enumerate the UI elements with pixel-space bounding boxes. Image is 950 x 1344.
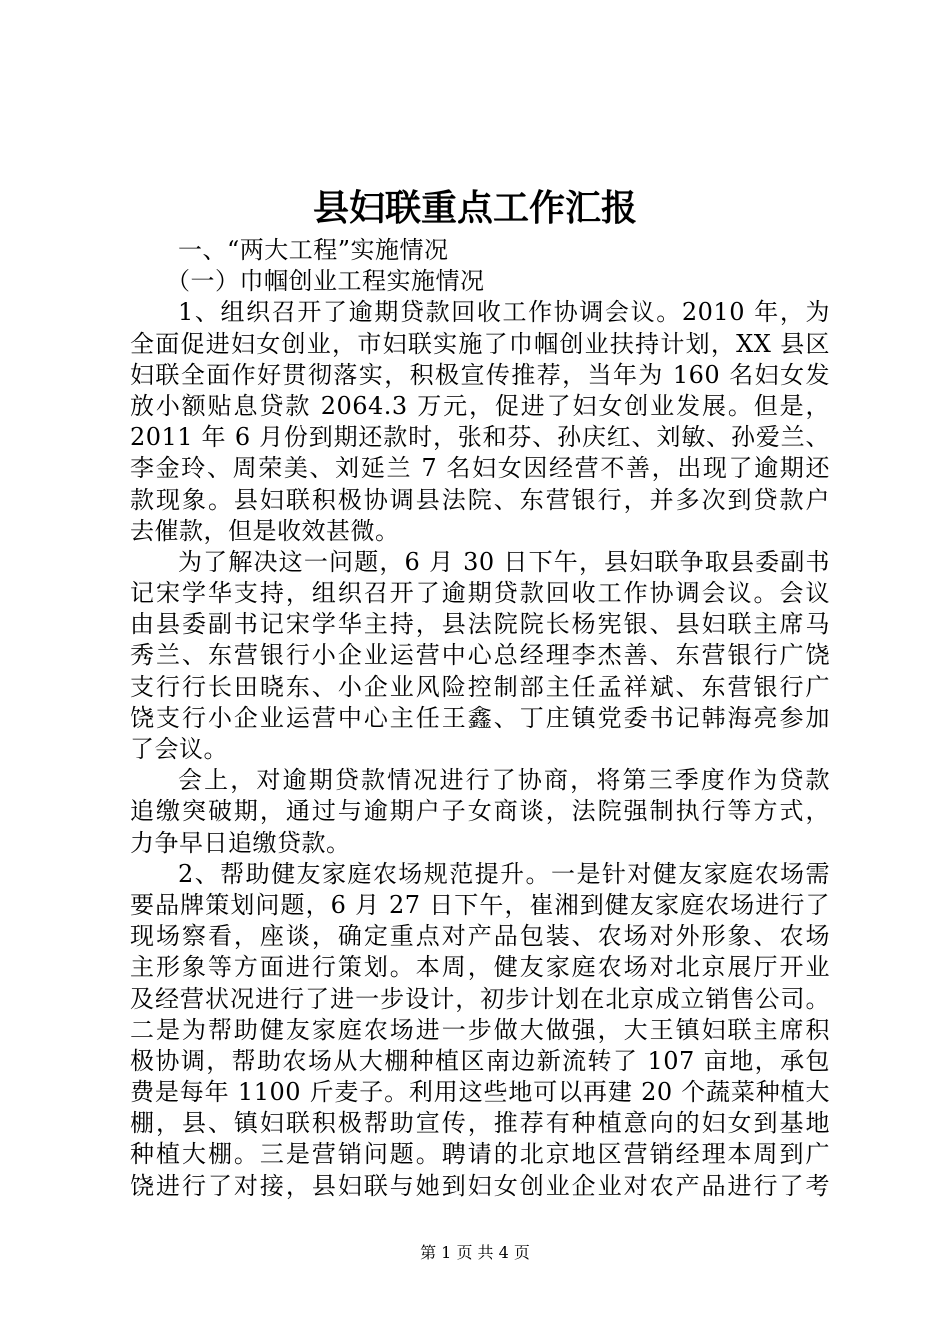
paragraph-line: 妇联全面作好贯彻落实，积极宣传推荐，当年为 160 名妇女发 bbox=[130, 360, 830, 389]
page-number-footer: 第 1 页 共 4 页 bbox=[420, 1243, 530, 1262]
paragraph-line: 极协调，帮助农场从大棚种植区南边新流转了 107 亩地，承包 bbox=[130, 1046, 830, 1075]
paragraph-line: 费是每年 1100 斤麦子。利用这些地可以再建 20 个蔬菜种植大 bbox=[130, 1078, 830, 1107]
paragraph-line: 记宋学华支持，组织召开了逾期贷款回收工作协调会议。会议 bbox=[130, 579, 830, 608]
paragraph-line: 支行行长田晓东、小企业风险控制部主任孟祥斌、东营银行广 bbox=[130, 672, 830, 701]
body-text bbox=[130, 235, 830, 1202]
paragraph-line: 棚，县、镇妇联积极帮助宣传，推荐有种植意向的妇女到基地 bbox=[130, 1109, 830, 1138]
paragraph-line: 饶支行小企业运营中心主任王鑫、丁庄镇党委书记韩海亮参加 bbox=[130, 703, 830, 732]
section-heading: 一、“两大工程”实施情况 bbox=[178, 236, 449, 264]
paragraph-line: 2、帮助健友家庭农场规范提升。一是针对健友家庭农场需 bbox=[178, 859, 830, 888]
paragraph-line: 秀兰、东营银行小企业运营中心总经理李杰善、东营银行广饶 bbox=[130, 641, 830, 670]
paragraph-line: 2011 年 6 月份到期还款时，张和芬、孙庆红、刘敏、孙爱兰、 bbox=[130, 423, 830, 452]
page-title: 县妇联重点工作汇报 bbox=[312, 187, 637, 229]
paragraph-line: 二是为帮助健友家庭农场进一步做大做强，大王镇妇联主席积 bbox=[130, 1015, 830, 1044]
paragraph-line: 主形象等方面进行策划。本周，健友家庭农场对北京展厅开业 bbox=[130, 953, 830, 982]
paragraph-line: 由县委副书记宋学华主持，县法院院长杨宪银、县妇联主席马 bbox=[130, 610, 830, 639]
paragraph-line: 放小额贴息贷款 2064.3 万元，促进了妇女创业发展。但是， bbox=[130, 391, 830, 420]
subsection-heading: （一）巾帼创业工程实施情况 bbox=[166, 267, 485, 296]
paragraph-line: 款现象。县妇联积极协调县法院、东营银行，并多次到贷款户 bbox=[130, 485, 830, 514]
paragraph-line: 饶进行了对接，县妇联与她到妇女创业企业对农产品进行了考 bbox=[130, 1171, 830, 1200]
paragraph-line: 1、组织召开了逾期贷款回收工作协调会议。2010 年，为 bbox=[178, 298, 830, 327]
paragraph-line: 现场察看，座谈，确定重点对产品包装、农场对外形象、农场 bbox=[130, 922, 830, 951]
paragraph-line: 会上，对逾期贷款情况进行了协商，将第三季度作为贷款 bbox=[178, 766, 830, 795]
paragraph-line: 要品牌策划问题，6 月 27 日下午，崔湘到健友家庭农场进行了 bbox=[130, 890, 830, 919]
paragraph-line: 李金玲、周荣美、刘延兰 7 名妇女因经营不善，出现了逾期还 bbox=[130, 454, 830, 483]
paragraph-line: 全面促进妇女创业，市妇联实施了巾帼创业扶持计划，XX 县区 bbox=[130, 329, 830, 358]
paragraph-line: 种植大棚。三是营销问题。聘请的北京地区营销经理本周到广 bbox=[130, 1140, 830, 1169]
paragraph-line: 力争早日追缴贷款。 bbox=[130, 828, 351, 857]
paragraph-line: 追缴突破期，通过与逾期户子女商谈，法院强制执行等方式， bbox=[130, 797, 830, 826]
paragraph-line: 了会议。 bbox=[130, 735, 228, 763]
paragraph-line: 去催款，但是收效甚微。 bbox=[130, 516, 400, 545]
paragraph-line: 及经营状况进行了进一步设计，初步计划在北京成立销售公司。 bbox=[130, 984, 830, 1013]
paragraph-line: 为了解决这一问题，6 月 30 日下午，县妇联争取县委副书 bbox=[178, 547, 830, 576]
